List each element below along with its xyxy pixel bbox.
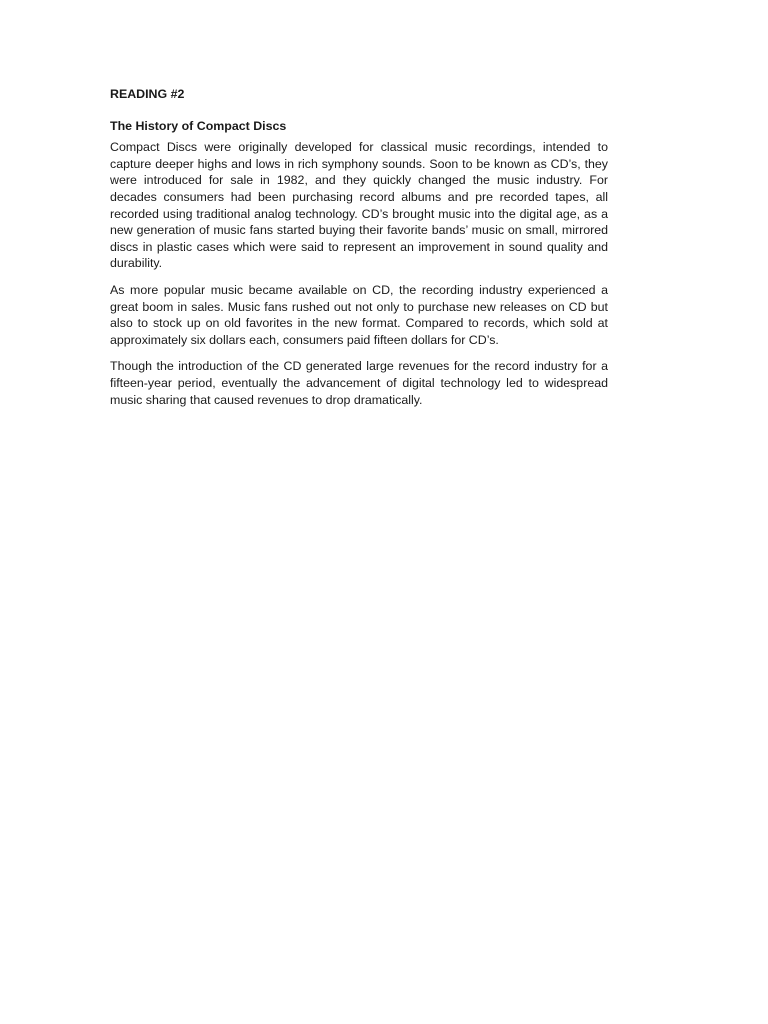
- paragraph-2: As more popular music became available on CD, the recording industry experienced a great boom in sales. Music fans rushed out not only to purchase new releases on CD but also to stock up on old favorites in the new format. Compared to records, which sold at approximately six dollars each, consumers paid fifteen dollars for CD’s.: [110, 282, 608, 347]
- paragraph-1: Compact Discs were originally developed for classical music recordings, intended to capture deeper highs and lows in rich symphony sounds. Soon to be known as CD’s, they were introduced for sale in 1982, and they quickly changed the music industry. For decades consumers had been purchasing record albums and pre recorded tapes, all recorded using traditional analog technology. CD’s brought music into the digital age, as a new generation of music fans started buying their favorite bands’ music on small, mirrored discs in plastic cases which were said to represent an improvement in sound quality and durability.: [110, 140, 608, 271]
- document-title: The History of Compact Discs: [110, 118, 287, 133]
- paragraph-3: Though the introduction of the CD generated large revenues for the record industry for a fifteen-year period, eventually the advancement of digital technology led to widespread music sharing that caused revenues to drop dramatically.: [110, 359, 608, 407]
- document-body: [110, 86, 608, 418]
- reading-label: READING #2: [110, 87, 185, 101]
